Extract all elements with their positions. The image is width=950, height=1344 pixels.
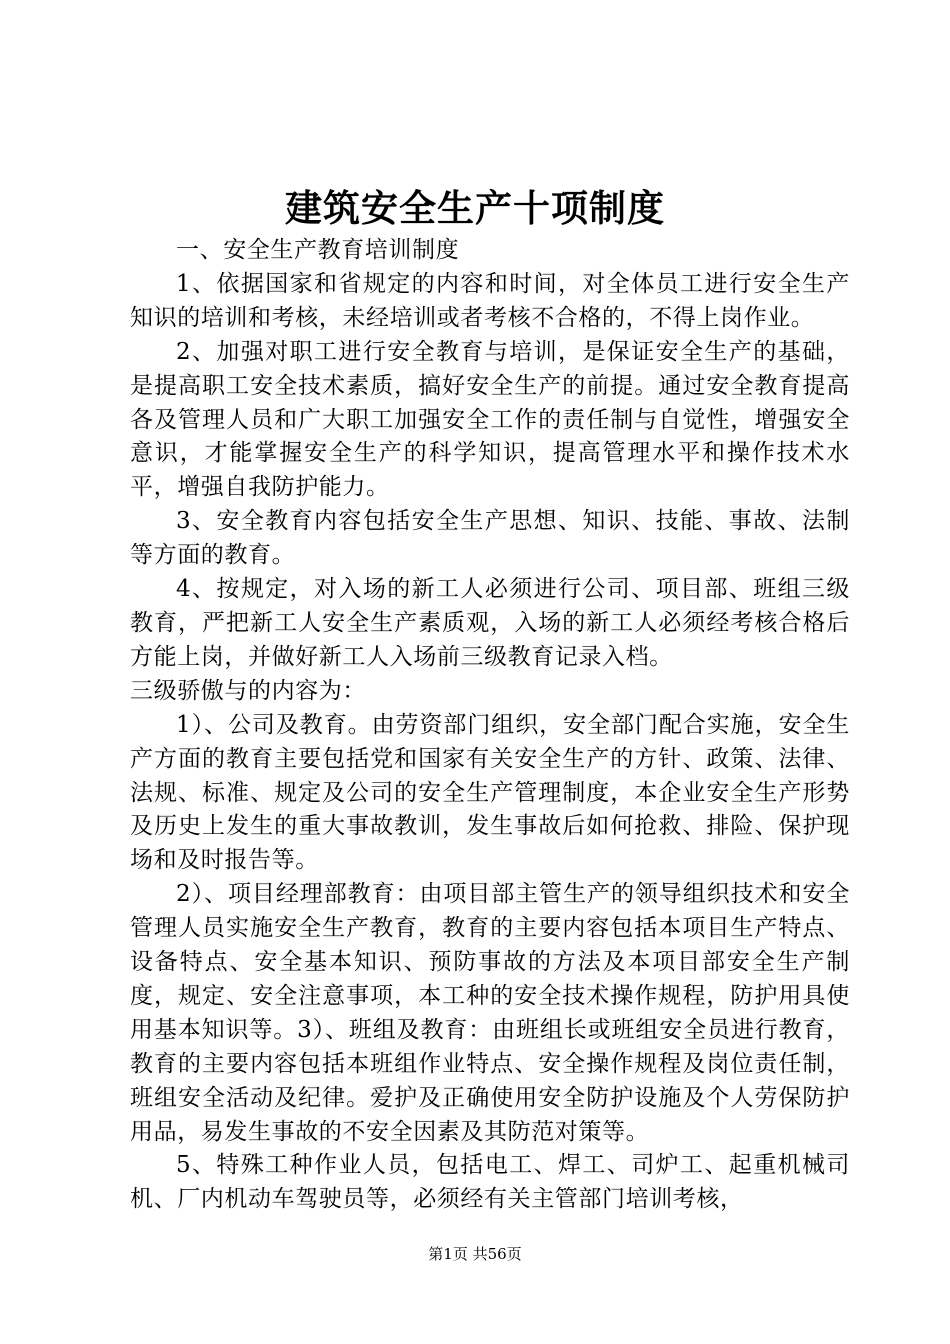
section-heading: 一、安全生产教育培训制度 — [176, 237, 460, 263]
paragraph: 2）、项目经理部教育：由项目部主管生产的领导组织技术和安全管理人员实施安全生产教育，教育的主要内容包括本项目生产特点、设备特点、安全基本知识、预防事故的方法及本项目部安全生产制度，规定、安全注意事项，本工种的安全技术操作规程，防护用具使用基本知识等。3）、班组及教育：由班组长或班组安全员进行教育，教育的主要内容包括本班组作业特点、安全操作规程及岗位责任制，班组安全活动及纪律。爱护及正确使用安全防护设施及个人劳保防护用品，易发生事故的不安全因素及其防范对策等。 — [130, 881, 850, 1145]
paragraph: 2、加强对职工进行安全教育与培训，是保证安全生产的基础，是提高职工安全技术素质，搞好安全生产的前提。通过安全教育提高各及管理人员和广大职工加强安全工作的责任制与自觉性，增强安全意识，才能掌握安全生产的科学知识，提高管理水平和操作技术水平，增强自我防护能力。 — [130, 338, 850, 501]
page-footer: 第1页 共56页 — [428, 1245, 522, 1263]
document-title: 建筑安全生产十项制度 — [285, 186, 665, 230]
paragraph: 1）、公司及教育。由劳资部门组织，安全部门配合实施，安全生产方面的教育主要包括党和国家有关安全生产的方针、政策、法律、法规、标准、规定及公司的安全生产管理制度，本企业安全生产形势及历史上发生的重大事故教训，发生事故后如何抢救、排险、保护现场和及时报告等。 — [130, 711, 850, 874]
paragraph: 三级骄傲与的内容为： — [130, 677, 366, 704]
paragraph: 1、依据国家和省规定的内容和时间，对全体员工进行安全生产知识的培训和考核，未经培训或者考核不合格的，不得上岗作业。 — [130, 270, 850, 331]
document-body — [130, 234, 850, 1217]
paragraph: 5、特殊工种作业人员，包括电工、焊工、司炉工、起重机械司机、厂内机动车驾驶员等，必须经有关主管部门培训考核， — [130, 1152, 850, 1213]
paragraph: 3、安全教育内容包括安全生产思想、知识、技能、事故、法制等方面的教育。 — [130, 508, 850, 569]
paragraph: 4、按规定，对入场的新工人必须进行公司、项目部、班组三级教育，严把新工人安全生产素质观，入场的新工人必须经考核合格后方能上岗，并做好新工人入场前三级教育记录入档。 — [130, 576, 850, 670]
